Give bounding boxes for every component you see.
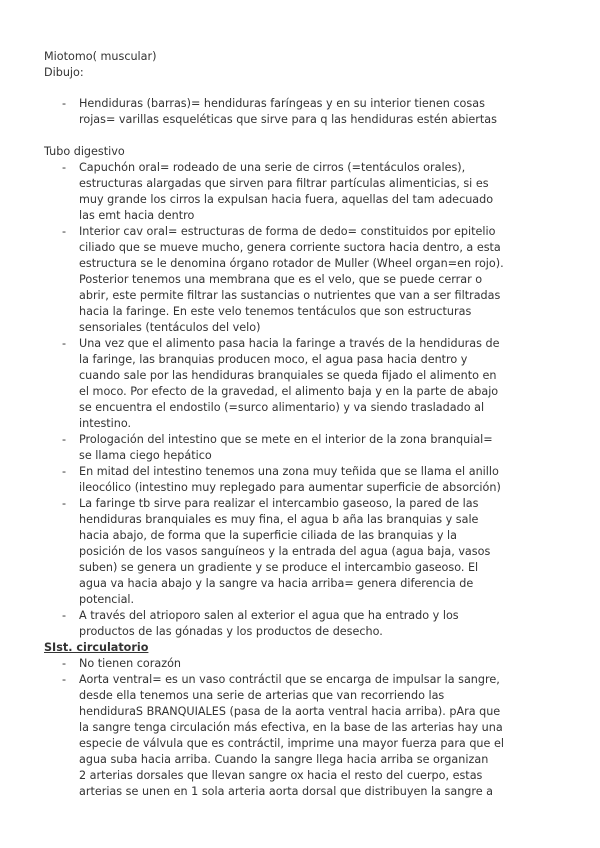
bullet-dash: - bbox=[62, 225, 67, 238]
text-line: desde ella tenemos una serie de arterias que van recorriendo las bbox=[79, 689, 445, 702]
text-line: abrir, este permite filtrar las sustancias o nutrientes que van a ser filtradas bbox=[79, 289, 501, 302]
text-line: ileocólico (intestino muy replegado para aumentar superficie de absorción) bbox=[79, 481, 501, 494]
text-line: hendiduraS BRANQUIALES (pasa de la aorta ventral hacia arriba). pAra que bbox=[79, 705, 501, 718]
text-line: estructuras alargadas que sirven para filtrar partículas alimenticias, si es bbox=[79, 177, 489, 190]
section-circulatory: SIst. circulatorio bbox=[44, 641, 149, 654]
text-line: estructura se le denomina órgano rotador de Muller (Wheel organ=en rojo). bbox=[79, 257, 504, 270]
text-line: A través del atrioporo salen al exterior el agua que ha entrado y los bbox=[79, 609, 459, 622]
text-line: agua va hacia abajo y la sangre va hacia arriba= genera diferencia de bbox=[79, 577, 474, 590]
text-line: arterias se unen en 1 sola arteria aorta dorsal que distribuyen la sangre a bbox=[79, 785, 494, 798]
list-item-text bbox=[79, 96, 559, 128]
text-line: posición de los vasos sanguíneos y la entrada del agua (agua baja, vasos bbox=[79, 545, 491, 558]
text-line: se llama ciego hepático bbox=[79, 449, 212, 462]
text-line: hendiduras branquiales es muy fina, el agua b aña las branquias y sale bbox=[79, 513, 479, 526]
list-item-text bbox=[79, 464, 559, 496]
text-line: sensoriales (tentáculos del velo) bbox=[79, 321, 261, 334]
text-line: Hendiduras (barras)= hendiduras faríngeas y en su interior tienen cosas bbox=[79, 97, 485, 110]
text-line: la faringe, las branquias producen moco, el agua pasa hacia dentro y bbox=[79, 353, 468, 366]
list-item-text bbox=[79, 608, 559, 640]
bullet-dash: - bbox=[62, 433, 67, 446]
text-line: hacia la faringe. En este velo tenemos tentáculos que son estructuras bbox=[79, 305, 472, 318]
text-line: intestino. bbox=[79, 417, 132, 430]
bullet-dash: - bbox=[62, 465, 67, 478]
bullet-dash: - bbox=[62, 337, 67, 350]
list-item-text bbox=[79, 224, 559, 336]
bullet-dash: - bbox=[62, 657, 67, 670]
text-line: ciliado que se mueve mucho, genera corriente suctora hacia dentro, a esta bbox=[79, 241, 501, 254]
text-line: Posterior tenemos una membrana que es el velo, que se puede cerrar o bbox=[79, 273, 483, 286]
drawing-label: Dibujo: bbox=[44, 66, 84, 79]
text-line: rojas= varillas esqueléticas que sirve para q las hendiduras estén abiertas bbox=[79, 113, 497, 126]
text-line: Aorta ventral= es un vaso contráctil que se encarga de impulsar la sangre, bbox=[79, 673, 500, 686]
text-line: cuando sale por las hendiduras branquiales se queda fijado el alimento en bbox=[79, 369, 497, 382]
bullet-dash: - bbox=[62, 609, 67, 622]
text-line: suben) se genera un gradiente y se produce el intercambio gaseoso. El bbox=[79, 561, 479, 574]
list-item-text bbox=[79, 656, 559, 672]
text-line: el moco. Por efecto de la gravedad, el alimento baja y en la parte de abajo bbox=[79, 385, 499, 398]
text-line: Prologación del intestino que se mete en el interior de la zona branquial= bbox=[79, 433, 493, 446]
text-line: muy grande los cirros la expulsan hacia fuera, aquellas del tam adecuado bbox=[79, 193, 494, 206]
section-digestive: Tubo digestivo bbox=[44, 145, 125, 158]
text-line: productos de las gónadas y los productos de desecho. bbox=[79, 625, 383, 638]
text-line: hacia abajo, de forma que la superficie ciliada de las branquias y la bbox=[79, 529, 457, 542]
text-line: agua suba hacia arriba. Cuando la sangre llega hacia arriba se organizan bbox=[79, 753, 489, 766]
text-line: En mitad del intestino tenemos una zona muy teñida que se llama el anillo bbox=[79, 465, 499, 478]
list-item-text bbox=[79, 160, 559, 224]
text-line: No tienen corazón bbox=[79, 657, 182, 670]
text-line: se encuentra el endostilo (=surco alimentario) y va siendo trasladado al bbox=[79, 401, 485, 414]
list-item-text bbox=[79, 336, 559, 432]
text-line: Capuchón oral= rodeado de una serie de cirros (=tentáculos orales), bbox=[79, 161, 466, 174]
list-item-text bbox=[79, 432, 559, 464]
text-line: la sangre tenga circulación más efectiva, en la base de las arterias hay una bbox=[79, 721, 503, 734]
list-item-text bbox=[79, 496, 559, 608]
bullet-dash: - bbox=[62, 161, 67, 174]
title-line: Miotomo( muscular) bbox=[44, 50, 157, 63]
text-line: las emt hacia dentro bbox=[79, 209, 195, 222]
text-line: Una vez que el alimento pasa hacia la faringe a través de la hendiduras de bbox=[79, 337, 500, 350]
text-line: especie de válvula que es contráctil, imprime una mayor fuerza para que el bbox=[79, 737, 504, 750]
text-line: La faringe tb sirve para realizar el intercambio gaseoso, la pared de las bbox=[79, 497, 479, 510]
text-line: potencial. bbox=[79, 593, 135, 606]
bullet-dash: - bbox=[62, 497, 67, 510]
bullet-dash: - bbox=[62, 673, 67, 686]
bullet-dash: - bbox=[62, 97, 67, 110]
text-line: 2 arterias dorsales que llevan sangre ox hacia el resto del cuerpo, estas bbox=[79, 769, 483, 782]
list-item-text bbox=[79, 672, 559, 800]
text-line: Interior cav oral= estructuras de forma de dedo= constituidos por epitelio bbox=[79, 225, 496, 238]
